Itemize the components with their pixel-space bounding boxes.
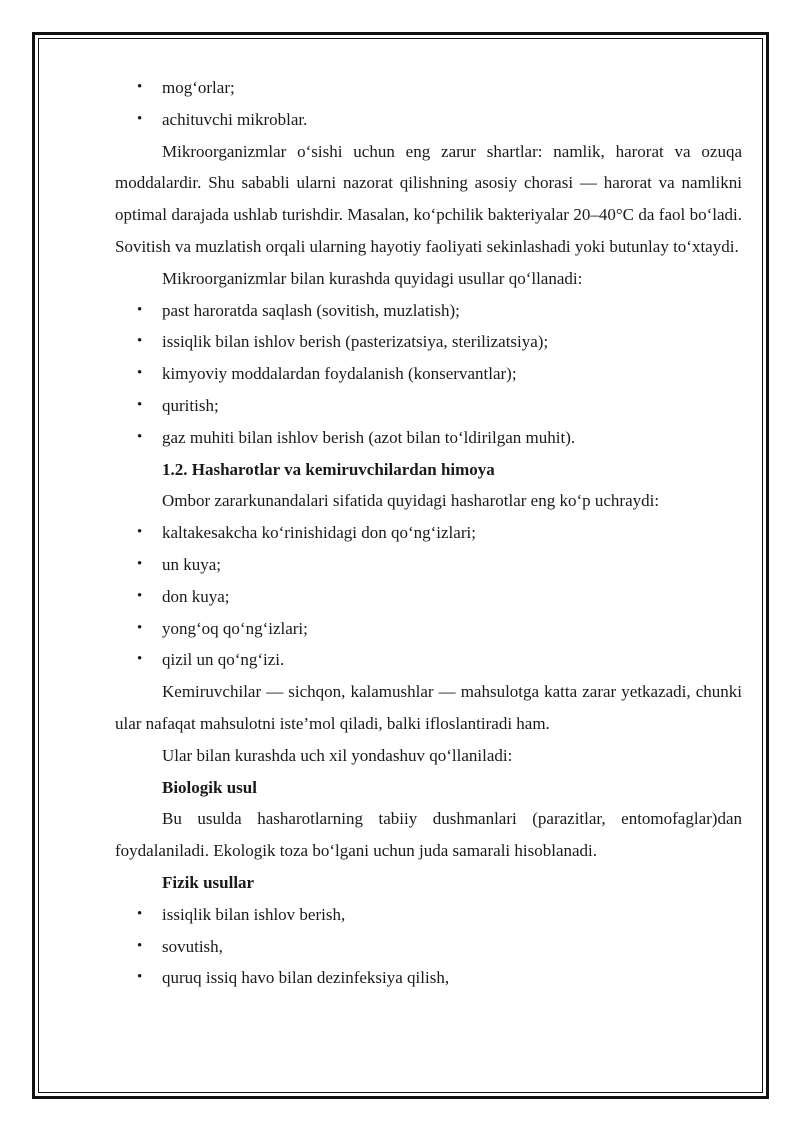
subheading-physical: Fizik usullar <box>162 872 255 892</box>
list-item: • issiqlik bilan ishlov berish, <box>115 899 742 931</box>
list-item: • sovutish, <box>115 931 742 963</box>
bullet-list-microbes <box>115 72 742 136</box>
subheading-biological: Biologik usul <box>162 777 257 797</box>
section-heading-pests: 1.2. Hasharotlar va kemiruvchilardan himoya <box>162 459 495 479</box>
list-item: • quruq issiq havo bilan dezinfeksiya qilish, <box>115 962 742 994</box>
paragraph-methods-intro: Mikroorganizmlar bilan kurashda quyidagi usullar qo‘llanadi: <box>162 268 583 288</box>
list-item: • gaz muhiti bilan ishlov berish (azot bilan to‘ldirilgan muhit). <box>115 422 742 454</box>
paragraph-approaches-intro: Ular bilan kurashda uch xil yondashuv qo‘llaniladi: <box>162 745 513 765</box>
bullet-list-physical <box>115 899 742 994</box>
list-item: • kaltakesakcha ko‘rinishidagi don qo‘ng‘izlari; <box>115 517 742 549</box>
list-item: • kimyoviy moddalardan foydalanish (konservantlar); <box>115 358 742 390</box>
list-item: • quritish; <box>115 390 742 422</box>
paragraph-biological: Bu usulda hasharotlarning tabiiy dushmanlari (parazitlar, entomofaglar)dan foydalaniladi. Ekologik toza bo‘lgani uchun juda samarali hisoblanadi. <box>115 809 742 861</box>
list-item: • achituvchi mikroblar. <box>115 104 742 136</box>
list-item: • mog‘orlar; <box>115 72 742 104</box>
list-item: • un kuya; <box>115 549 742 581</box>
paragraph-pests-intro: Ombor zararkunandalari sifatida quyidagi hasharotlar eng ko‘p uchraydi: <box>162 491 660 511</box>
list-item: • past haroratda saqlash (sovitish, muzlatish); <box>115 295 742 327</box>
list-item: • don kuya; <box>115 581 742 613</box>
list-item: • issiqlik bilan ishlov berish (pasterizatsiya, sterilizatsiya); <box>115 326 742 358</box>
paragraph-growth-conditions: Mikroorganizmlar o‘sishi uchun eng zarur shartlar: namlik, harorat va ozuqa moddalardir. Shu sababli ularni nazorat qilishning asosiy chorasi — harorat va namlikni optimal darajada ushlab turishdir. Masalan, ko‘pchilik bakteriyalar 20–40°C da faol bo‘ladi. Sovitish va muzlatish orqali ularning hayotiy faoliyati sekinlashadi yoki butunlay to‘xtaydi. <box>115 141 742 256</box>
paragraph-rodents: Kemiruvchilar — sichqon, kalamushlar — mahsulotga katta zarar yetkazadi, chunki ular nafaqat mahsulotni iste’mol qiladi, balki ifloslantiradi ham. <box>115 682 742 733</box>
list-item: • yong‘oq qo‘ng‘izlari; <box>115 613 742 645</box>
bullet-list-insects <box>115 517 742 676</box>
bullet-list-methods <box>115 295 742 454</box>
list-item: • qizil un qo‘ng‘izi. <box>115 644 742 676</box>
document-page <box>115 72 742 994</box>
